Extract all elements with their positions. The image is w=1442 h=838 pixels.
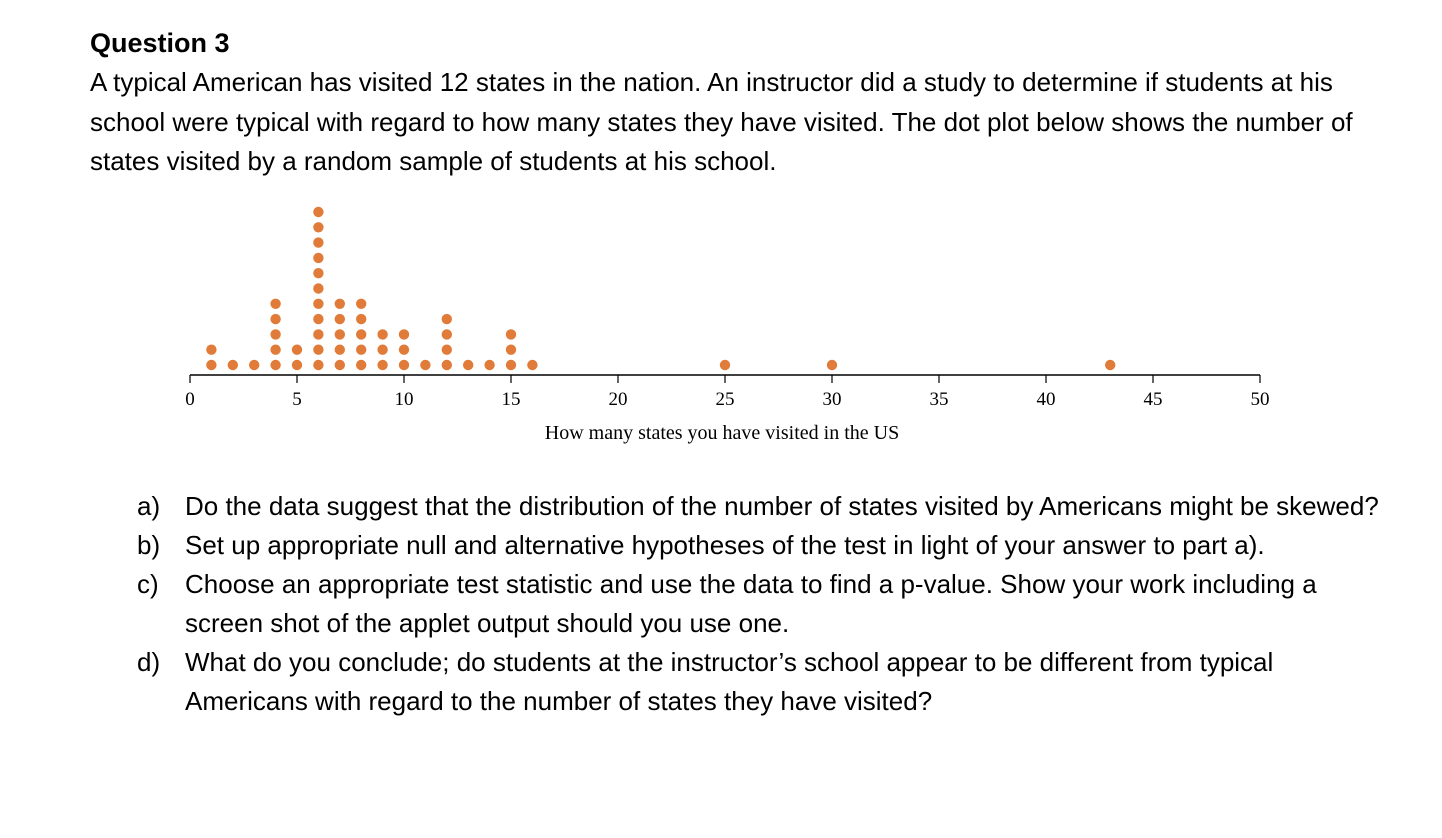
- part-c-marker: c): [137, 569, 159, 599]
- x-tick-label-40: 40: [1036, 389, 1056, 410]
- x-tick-label-5: 5: [292, 389, 302, 410]
- data-dot-x1-1: [206, 360, 216, 370]
- question-title: Question 3: [90, 28, 230, 58]
- data-dot-x4-1: [270, 360, 280, 370]
- ticks-layer: [185, 375, 1269, 410]
- data-dot-x7-2: [335, 345, 345, 355]
- data-dot-x25-1: [720, 360, 730, 370]
- data-dot-x8-4: [356, 314, 366, 324]
- data-dot-x5-2: [292, 345, 302, 355]
- data-dot-x5-1: [292, 360, 302, 370]
- data-dot-x7-5: [335, 299, 345, 309]
- dots-layer: [206, 207, 1115, 370]
- data-dot-x4-5: [270, 299, 280, 309]
- data-dot-x6-8: [313, 253, 323, 263]
- part-d: [137, 643, 1397, 721]
- data-dot-x14-1: [484, 360, 494, 370]
- data-dot-x1-2: [206, 345, 216, 355]
- data-dot-x11-1: [420, 360, 430, 370]
- data-dot-x10-2: [399, 345, 409, 355]
- part-a: [137, 487, 1397, 526]
- data-dot-x6-11: [313, 207, 323, 217]
- x-tick-label-35: 35: [929, 389, 949, 410]
- dot-plot: [170, 200, 1280, 450]
- data-dot-x7-3: [335, 329, 345, 339]
- data-dot-x9-1: [377, 360, 387, 370]
- x-tick-label-20: 20: [608, 389, 628, 410]
- data-dot-x15-2: [506, 345, 516, 355]
- data-dot-x9-2: [377, 345, 387, 355]
- question-intro: A typical American has visited 12 states in the nation. An instructor did a study to determine if students at his school were typical with regard to how many states they have visited. The dot plot below shows the number of states visited by a random sample of students at his school.: [90, 67, 1353, 176]
- data-dot-x7-4: [335, 314, 345, 324]
- data-dot-x4-2: [270, 345, 280, 355]
- x-tick-label-10: 10: [394, 389, 414, 410]
- part-b-text: Set up appropriate null and alternative hypotheses of the test in light of your answer to part a).: [185, 530, 1265, 560]
- data-dot-x8-2: [356, 345, 366, 355]
- x-tick-label-50: 50: [1250, 389, 1270, 410]
- data-dot-x8-1: [356, 360, 366, 370]
- x-tick-label-45: 45: [1143, 389, 1163, 410]
- data-dot-x2-1: [228, 360, 238, 370]
- part-c: [137, 565, 1397, 643]
- data-dot-x6-2: [313, 345, 323, 355]
- data-dot-x12-4: [442, 314, 452, 324]
- part-a-marker: a): [137, 491, 161, 521]
- data-dot-x12-2: [442, 345, 452, 355]
- data-dot-x6-6: [313, 283, 323, 293]
- data-dot-x8-5: [356, 299, 366, 309]
- x-tick-label-0: 0: [185, 389, 195, 410]
- part-a-text: Do the data suggest that the distribution of the number of states visited by Americans might be skewed?: [185, 491, 1379, 521]
- part-c-text: Choose an appropriate test statistic and use the data to find a p-value. Show your work including a screen shot of the applet output should you use one.: [185, 569, 1317, 638]
- data-dot-x10-3: [399, 329, 409, 339]
- data-dot-x6-3: [313, 329, 323, 339]
- data-dot-x12-3: [442, 329, 452, 339]
- data-dot-x9-3: [377, 329, 387, 339]
- data-dot-x7-1: [335, 360, 345, 370]
- data-dot-x13-1: [463, 360, 473, 370]
- data-dot-x15-1: [506, 360, 516, 370]
- part-b: [137, 526, 1397, 565]
- data-dot-x4-3: [270, 329, 280, 339]
- data-dot-x3-1: [249, 360, 259, 370]
- part-d-marker: d): [137, 647, 161, 677]
- data-dot-x10-1: [399, 360, 409, 370]
- data-dot-x6-1: [313, 360, 323, 370]
- data-dot-x8-3: [356, 329, 366, 339]
- data-dot-x6-5: [313, 299, 323, 309]
- part-b-marker: b): [137, 530, 161, 560]
- x-tick-label-25: 25: [715, 389, 735, 410]
- x-tick-label-30: 30: [822, 389, 842, 410]
- x-axis-title: How many states you have visited in the US: [544, 422, 900, 444]
- question-parts: [137, 487, 1397, 721]
- data-dot-x12-1: [442, 360, 452, 370]
- data-dot-x15-3: [506, 329, 516, 339]
- x-tick-label-15: 15: [501, 389, 521, 410]
- data-dot-x16-1: [527, 360, 537, 370]
- data-dot-x43-1: [1105, 360, 1115, 370]
- data-dot-x6-4: [313, 314, 323, 324]
- data-dot-x30-1: [827, 360, 837, 370]
- data-dot-x6-9: [313, 237, 323, 247]
- data-dot-x6-7: [313, 268, 323, 278]
- data-dot-x4-4: [270, 314, 280, 324]
- part-d-text: What do you conclude; do students at the instructor’s school appear to be different from typical Americans with regard to the number of states they have visited?: [185, 647, 1274, 716]
- data-dot-x6-10: [313, 222, 323, 232]
